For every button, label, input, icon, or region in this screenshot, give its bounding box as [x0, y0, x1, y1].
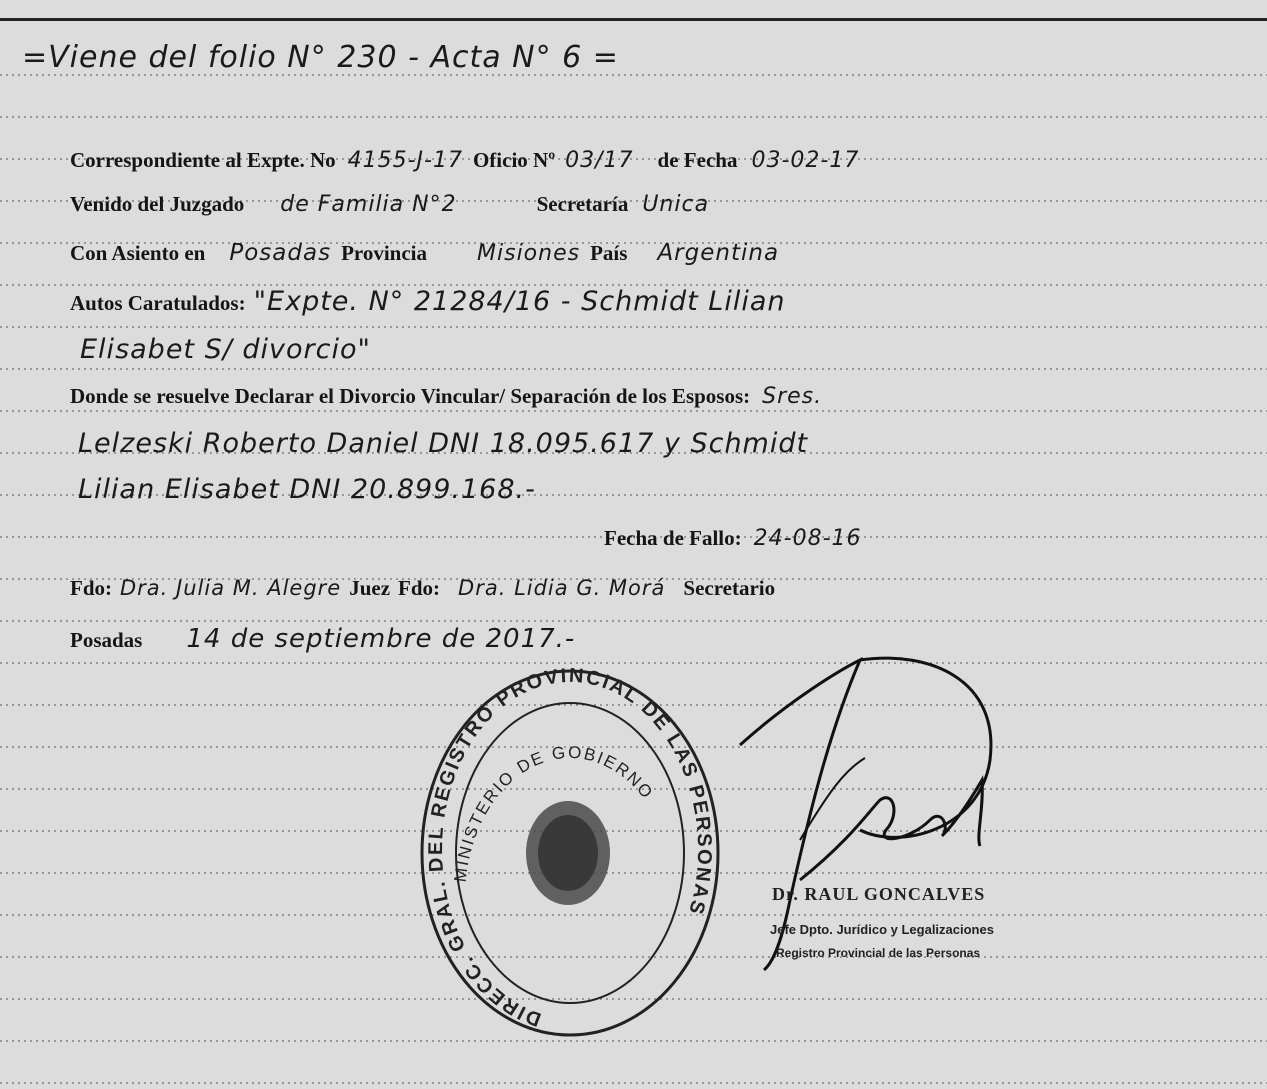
- venido-label: Venido del Juzgado: [70, 192, 245, 216]
- secretaria-value: Unica: [642, 192, 710, 217]
- juzgado-value: de Familia N°2: [280, 192, 457, 217]
- row-firmantes: [70, 576, 775, 601]
- oficio-value: 03/17: [565, 148, 634, 173]
- donde-label: Donde se resuelve Declarar el Divorcio Vincular/ Separación de los Esposos:: [70, 384, 751, 408]
- pais-label: País: [590, 241, 628, 265]
- autos-value-2: Elisabet S/ divorcio": [80, 334, 371, 365]
- stamp-inner-text: MINISTERIO DE GOBIERNO: [450, 742, 658, 884]
- pais-value: Argentina: [657, 240, 780, 266]
- header-note: =Viene del folio N° 230 - Acta N° 6 =: [22, 40, 619, 75]
- fecha-fallo-value: 24-08-16: [753, 526, 862, 551]
- posadas-label: Posadas: [70, 628, 143, 652]
- de-fecha-value: 03-02-17: [751, 148, 860, 173]
- esposos-line-1: Lelzeski Roberto Daniel DNI 18.095.617 y Schmidt: [78, 428, 809, 459]
- posadas-value: 14 de septiembre de 2017.-: [186, 624, 576, 654]
- row-donde: [70, 384, 822, 409]
- con-asiento-label: Con Asiento en: [70, 241, 206, 265]
- de-fecha-label: de Fecha: [657, 148, 738, 172]
- esposos-line-2: Lilian Elisabet DNI 20.899.168.-: [78, 474, 536, 505]
- row-posadas: [70, 624, 575, 654]
- signatory-title: Jefe Dpto. Jurídico y Legalizaciones: [770, 922, 994, 937]
- fdo1-value: Dra. Julia M. Alegre: [120, 576, 342, 600]
- registry-stamp: [420, 668, 720, 1038]
- row-juzgado: [70, 192, 709, 217]
- top-rule: [0, 18, 1267, 21]
- row-expediente: [70, 148, 859, 173]
- autos-value-1: "Expte. N° 21284/16 - Schmidt Lilian: [253, 286, 786, 317]
- fecha-fallo-label: Fecha de Fallo:: [604, 526, 742, 550]
- autos-label: Autos Caratulados:: [70, 291, 246, 315]
- secretaria-label: Secretaría: [536, 192, 629, 216]
- asiento-value: Posadas: [229, 240, 332, 266]
- juez-label: Juez: [349, 576, 391, 600]
- signatory-org: Registro Provincial de las Personas: [776, 946, 981, 960]
- secretario-label: Secretario: [683, 576, 776, 600]
- fdo2-label: Fdo:: [398, 576, 441, 600]
- fdo2-value: Dra. Lidia G. Morá: [458, 576, 666, 600]
- correspondiente-label: Correspondiente al Expte. No: [70, 148, 336, 172]
- row-fecha-fallo: [604, 526, 862, 551]
- provincia-value: Misiones: [477, 241, 581, 266]
- esposos-prefix: Sres.: [762, 384, 823, 409]
- oficio-label: Oficio Nº: [472, 148, 556, 172]
- provincia-label: Provincia: [341, 241, 428, 265]
- row-asiento: [70, 240, 779, 266]
- expte-value: 4155-J-17: [347, 148, 463, 173]
- fdo1-label: Fdo:: [70, 576, 112, 600]
- stamp-outer-text: DIRECC. GRAL. DEL REGISTRO PROVINCIAL DE LAS PERSONAS: [424, 668, 716, 1031]
- row-autos: [70, 286, 786, 317]
- signatory-name: Dr. RAUL GONCALVES: [772, 884, 986, 904]
